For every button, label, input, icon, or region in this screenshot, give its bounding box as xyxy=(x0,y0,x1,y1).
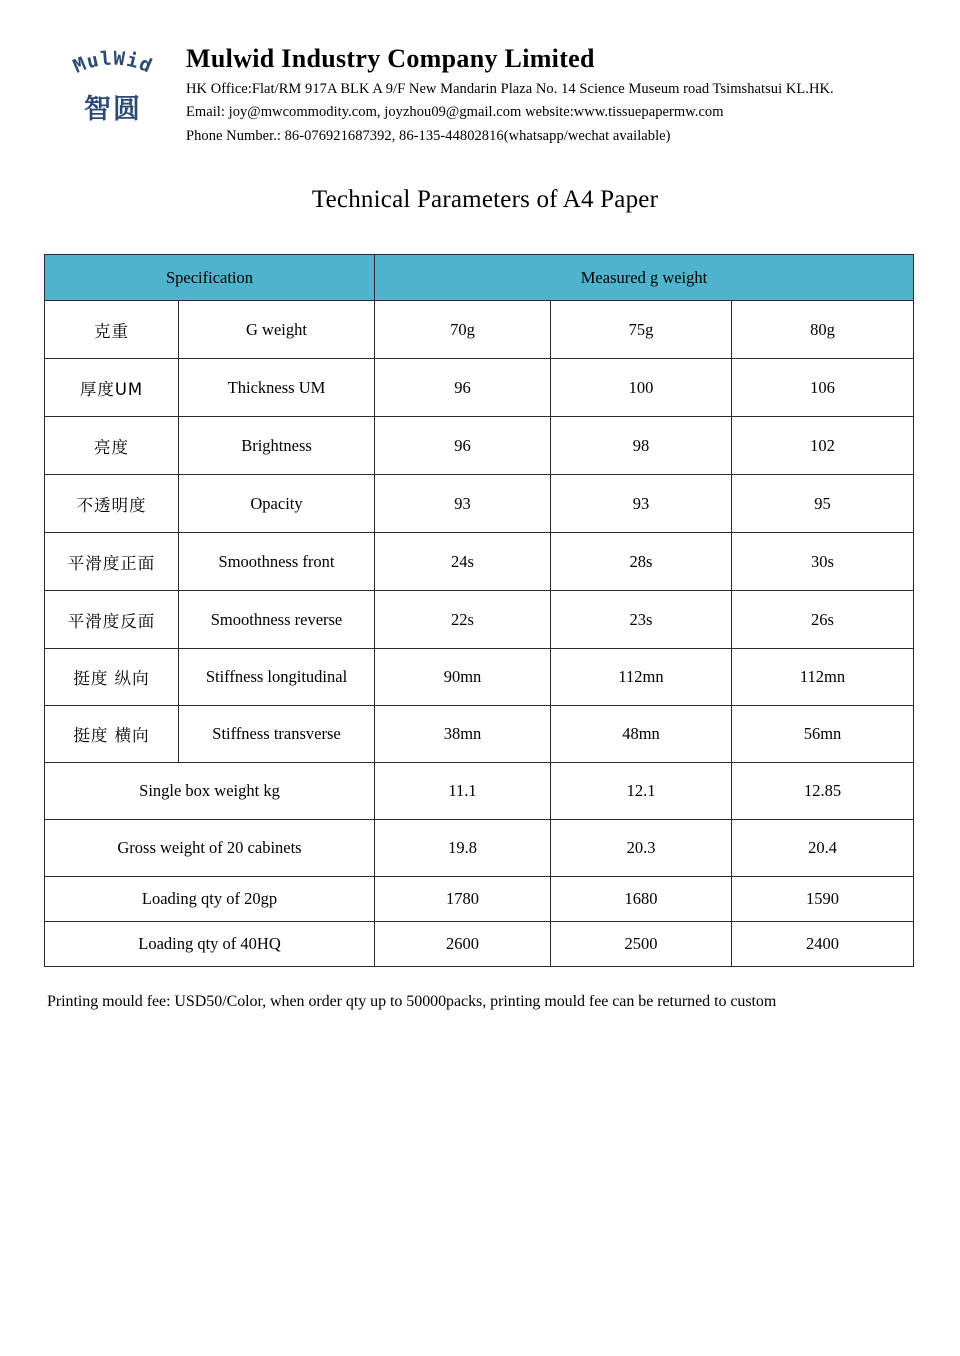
row-label-en: Smoothness front xyxy=(179,533,375,591)
row-label-en: Smoothness reverse xyxy=(179,591,375,649)
row-label-merged: Loading qty of 40HQ xyxy=(45,922,375,967)
cell-value: 20.3 xyxy=(551,820,732,877)
table-row xyxy=(45,417,914,475)
cell-value: 2600 xyxy=(375,922,551,967)
table-row xyxy=(45,877,914,922)
logo-wordmark-text: MulWid xyxy=(70,47,156,78)
cell-value: 1680 xyxy=(551,877,732,922)
row-label-en: G weight xyxy=(179,301,375,359)
row-label-cn: 克重 xyxy=(45,301,179,359)
table-row xyxy=(45,649,914,706)
spec-table-container xyxy=(44,254,913,967)
cell-value: 1780 xyxy=(375,877,551,922)
table-row xyxy=(45,533,914,591)
table-row xyxy=(45,922,914,967)
company-name: Mulwid Industry Company Limited xyxy=(186,44,595,73)
header-measured-g-weight: Measured g weight xyxy=(375,255,914,301)
table-row xyxy=(45,301,914,359)
logo-wordmark-icon xyxy=(52,46,174,98)
row-label-en: Stiffness longitudinal xyxy=(179,649,375,706)
row-label-cn: 平滑度反面 xyxy=(45,591,179,649)
cell-value: 26s xyxy=(732,591,914,649)
page-title: Technical Parameters of A4 Paper xyxy=(311,186,659,214)
page-header xyxy=(0,0,960,148)
cell-value: 30s xyxy=(732,533,914,591)
cell-value: 112mn xyxy=(551,649,732,706)
cell-value: 95 xyxy=(732,475,914,533)
row-label-en: Opacity xyxy=(179,475,375,533)
row-label-cn: 平滑度正面 xyxy=(45,533,179,591)
row-label-cn: 挺度 纵向 xyxy=(45,649,179,706)
cell-value: 23s xyxy=(551,591,732,649)
cell-value: 100 xyxy=(551,359,732,417)
printing-mould-fee-note: Printing mould fee: USD50/Color, when order qty up to 50000packs, printing mould fee can be returned to custom xyxy=(47,993,777,1011)
row-label-cn: 不透明度 xyxy=(45,475,179,533)
cell-value: 75g xyxy=(551,301,732,359)
cell-value: 2500 xyxy=(551,922,732,967)
row-label-merged: Gross weight of 20 cabinets xyxy=(45,820,375,877)
cell-value: 96 xyxy=(375,359,551,417)
cell-value: 56mn xyxy=(732,706,914,763)
cell-value: 93 xyxy=(551,475,732,533)
row-label-cn: 亮度 xyxy=(45,417,179,475)
cell-value: 11.1 xyxy=(375,763,551,820)
table-row xyxy=(45,359,914,417)
company-phone: Phone Number.: 86-076921687392, 86-135-44802816(whatsapp/wechat available) xyxy=(186,127,671,144)
cell-value: 112mn xyxy=(732,649,914,706)
row-label-cn: 厚度UM xyxy=(45,359,179,417)
cell-value: 102 xyxy=(732,417,914,475)
cell-value: 2400 xyxy=(732,922,914,967)
cell-value: 22s xyxy=(375,591,551,649)
cell-value: 1590 xyxy=(732,877,914,922)
row-label-en: Stiffness transverse xyxy=(179,706,375,763)
header-specification: Specification xyxy=(45,255,375,301)
row-label-merged: Loading qty of 20gp xyxy=(45,877,375,922)
table-row xyxy=(45,763,914,820)
cell-value: 93 xyxy=(375,475,551,533)
table-row xyxy=(45,475,914,533)
company-info xyxy=(186,42,834,148)
table-row xyxy=(45,820,914,877)
row-label-en: Brightness xyxy=(179,417,375,475)
cell-value: 19.8 xyxy=(375,820,551,877)
cell-value: 20.4 xyxy=(732,820,914,877)
logo-chinese-text: 智圆 xyxy=(84,94,142,125)
company-address: HK Office:Flat/RM 917A BLK A 9/F New Mandarin Plaza No. 14 Science Museum road Tsimshatsui KL.HK. xyxy=(186,80,834,97)
cell-value: 48mn xyxy=(551,706,732,763)
cell-value: 28s xyxy=(551,533,732,591)
table-header-row xyxy=(45,255,914,301)
cell-value: 96 xyxy=(375,417,551,475)
cell-value: 70g xyxy=(375,301,551,359)
row-label-merged: Single box weight kg xyxy=(45,763,375,820)
cell-value: 106 xyxy=(732,359,914,417)
cell-value: 80g xyxy=(732,301,914,359)
technical-parameters-table xyxy=(44,254,914,967)
row-label-en: Thickness UM xyxy=(179,359,375,417)
cell-value: 98 xyxy=(551,417,732,475)
table-row xyxy=(45,591,914,649)
row-label-cn: 挺度 横向 xyxy=(45,706,179,763)
company-logo xyxy=(48,42,178,123)
cell-value: 24s xyxy=(375,533,551,591)
cell-value: 38mn xyxy=(375,706,551,763)
svg-text:MulWid xyxy=(70,48,156,78)
cell-value: 12.85 xyxy=(732,763,914,820)
cell-value: 90mn xyxy=(375,649,551,706)
company-email: Email: joy@mwcommodity.com, joyzhou09@gmail.com website:www.tissuepapermw.com xyxy=(186,104,724,121)
table-row xyxy=(45,706,914,763)
cell-value: 12.1 xyxy=(551,763,732,820)
